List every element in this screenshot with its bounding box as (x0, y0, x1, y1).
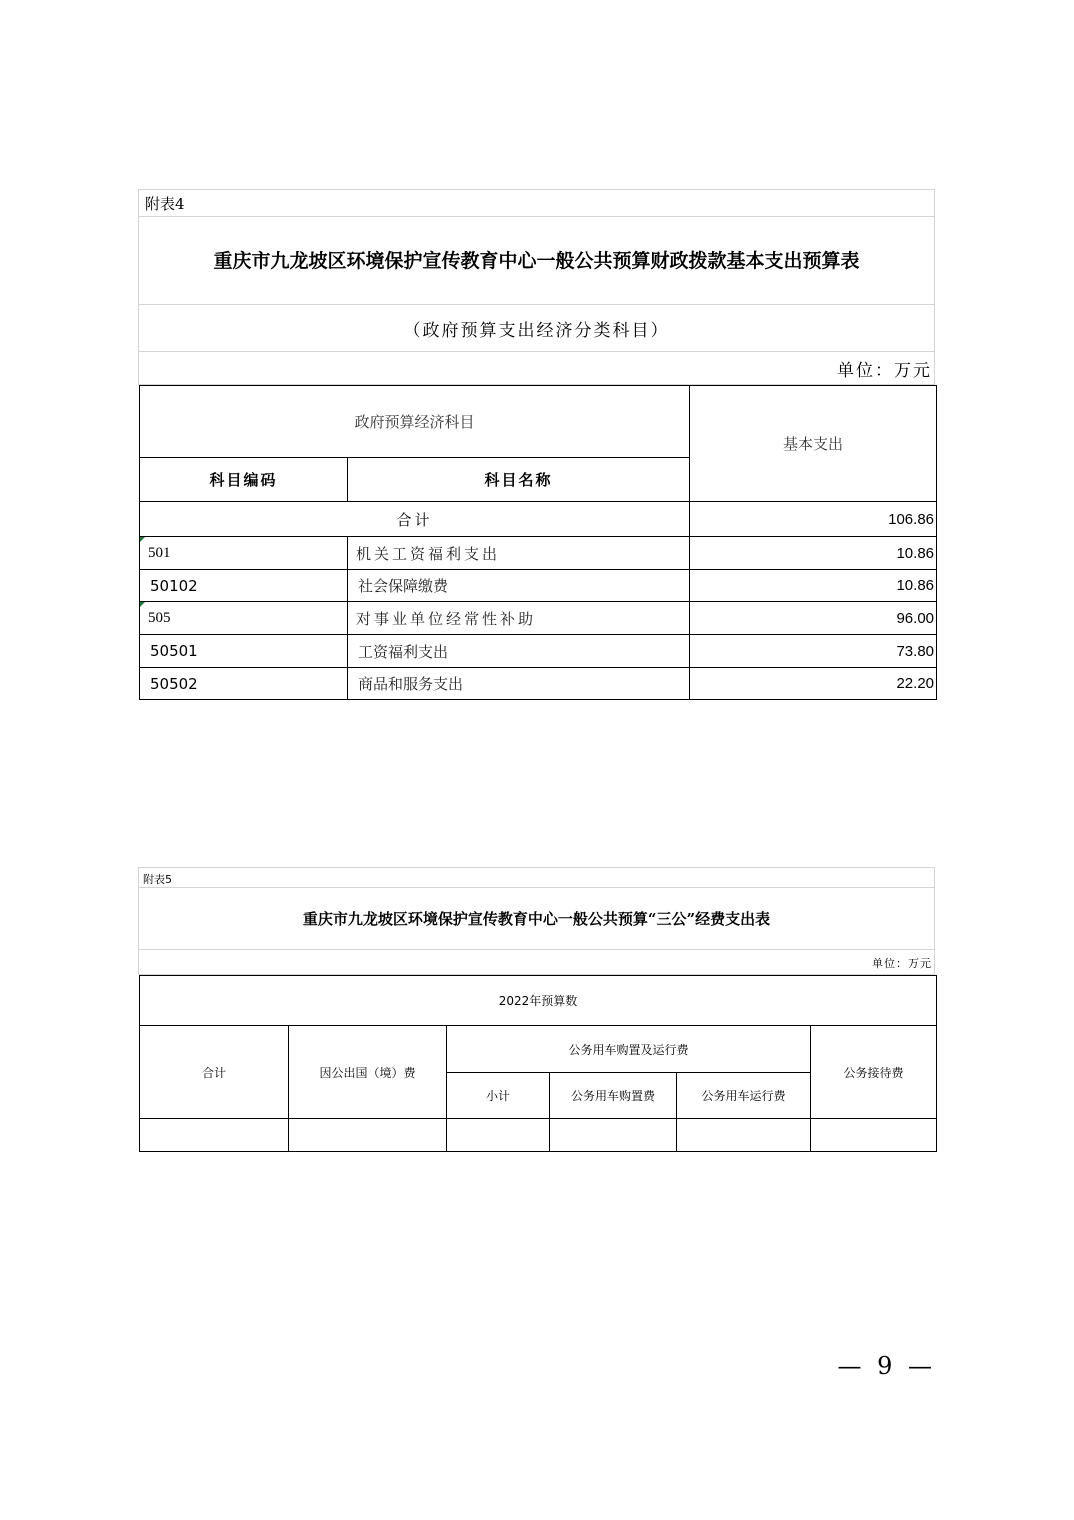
table-row (140, 602, 937, 635)
row-code: 50102 (140, 570, 348, 602)
table5-note: 附表5 (143, 873, 172, 886)
header-group: 政府预算经济科目 (140, 386, 690, 458)
table4-frame (138, 189, 935, 385)
table4-subtitle: （政府预算支出经济分类科目） (403, 321, 670, 341)
cell-empty (447, 1119, 550, 1152)
row-value: 10.86 (690, 537, 937, 570)
cell-empty (289, 1119, 447, 1152)
row-code: 505 (140, 602, 348, 635)
divider (138, 949, 935, 950)
header-vehicle: 公务用车购置及运行费 (447, 1026, 811, 1073)
table-row (140, 570, 937, 602)
header-subtotal: 小计 (447, 1073, 550, 1119)
header-code: 科目编码 (140, 458, 348, 502)
divider (138, 887, 935, 888)
cell-empty (550, 1119, 677, 1152)
table4 (139, 385, 937, 700)
row-name: 社会保障缴费 (348, 570, 690, 602)
row-code: 50502 (140, 668, 348, 700)
table5 (139, 975, 937, 1152)
cell-empty (677, 1119, 811, 1152)
row-value: 10.86 (690, 570, 937, 602)
header-reception: 公务接待费 (811, 1026, 937, 1119)
row-value: 73.80 (690, 635, 937, 668)
table4-title: 重庆市九龙坡区环境保护宣传教育中心一般公共预算财政拨款基本支出预算表 (213, 250, 860, 272)
table-row (140, 668, 937, 700)
row-value: 96.00 (690, 602, 937, 635)
page-number: — 9 — (837, 1352, 936, 1380)
divider (138, 216, 935, 217)
header-operation: 公务用车运行费 (677, 1073, 811, 1119)
divider (138, 351, 935, 352)
table4-unit: 单位：万元 (837, 361, 932, 381)
row-name: 机关工资福利支出 (348, 537, 690, 570)
row-name: 商品和服务支出 (348, 668, 690, 700)
row-name: 工资福利支出 (348, 635, 690, 668)
divider (138, 304, 935, 305)
header-basic: 基本支出 (690, 386, 937, 502)
table-row (140, 1119, 937, 1152)
table-row (140, 537, 937, 570)
table5-unit: 单位：万元 (872, 957, 932, 970)
table5-title: 重庆市九龙坡区环境保护宣传教育中心一般公共预算“三公”经费支出表 (302, 910, 771, 928)
cell-empty (811, 1119, 937, 1152)
table-row (140, 635, 937, 668)
table4-note: 附表4 (145, 195, 185, 213)
total-value: 106.86 (690, 502, 937, 537)
header-year: 2022年预算数 (140, 976, 937, 1026)
header-name: 科目名称 (348, 458, 690, 502)
cell-empty (140, 1119, 289, 1152)
total-label: 合计 (140, 502, 690, 537)
row-code: 501 (140, 537, 348, 570)
header-abroad: 因公出国（境）费 (289, 1026, 447, 1119)
header-total: 合计 (140, 1026, 289, 1119)
row-value: 22.20 (690, 668, 937, 700)
row-name: 对事业单位经常性补助 (348, 602, 690, 635)
header-purchase: 公务用车购置费 (550, 1073, 677, 1119)
row-code: 50501 (140, 635, 348, 668)
